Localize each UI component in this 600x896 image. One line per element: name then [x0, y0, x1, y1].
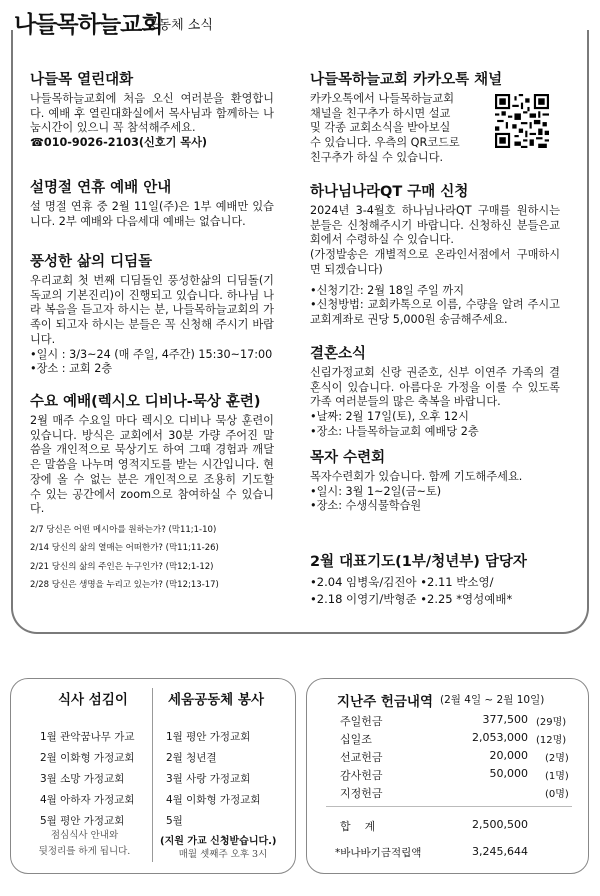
prayer-title: 2월 대표기도(1부/청년부) 담당자 — [310, 554, 527, 570]
steppingstone-date: •일시 : 3/3~24 (매 주일, 4주간) 15:30~17:00 — [30, 347, 273, 361]
total-amount: 2,500,500 — [472, 818, 528, 831]
wedding-text: 신림가정교회 신랑 권준호, 신부 이연주 가족의 결혼식이 있습니다. 아름다운 가정을 이룰 수 있도록 가족 여러분들의 많은 축복을 바랍니다. — [310, 366, 560, 409]
offering-label: 감사헌금 — [340, 769, 383, 782]
wedding-date: •날짜: 2월 17일(토), 오후 12시 — [310, 410, 469, 424]
meal-title: 식사 섬김이 — [58, 692, 128, 708]
prayer-line: •2.18 이영기/박형준 •2.25 *영성예배* — [310, 592, 513, 606]
holiday-text: 설 명절 연휴 중 2월 11일(주)은 1부 예배만 있습니다. 2부 예배와 다음세대 예배는 없습니다. — [30, 200, 274, 228]
prayer-section — [310, 550, 570, 608]
prayer-line: •2.04 임병욱/김진아 •2.11 박소영/ — [310, 575, 494, 589]
service-title: 세움공동체 봉사 — [168, 692, 264, 708]
schedule-item: 2/7 당신은 어떤 메시아를 원하는가? (막11;1-10) — [30, 524, 217, 535]
steppingstone-place: •장소 : 교회 2층 — [30, 362, 113, 376]
divider — [326, 806, 572, 807]
kakao-line: 카카오톡에서 나들목하늘교회 — [310, 92, 455, 105]
offering-amount: 50,000 — [489, 767, 528, 780]
offering-amount: 2,053,000 — [472, 731, 528, 744]
offering-label: 선교헌금 — [340, 751, 383, 764]
schedule-item: 2/28 당신은 생명을 누리고 있는가? (막12;13-17) — [30, 580, 219, 591]
retreat-place: •장소: 수생식물학습원 — [310, 499, 422, 513]
fund-amount: 3,245,644 — [472, 845, 528, 858]
offering-count: (1명) — [545, 771, 569, 782]
divider — [152, 688, 153, 862]
meal-item: 3월 소망 가정교회 — [40, 773, 125, 785]
offering-amount: 20,000 — [489, 749, 528, 762]
qt-method: •신청방법: 교회카톡으로 이름, 수량을 알려 주시고 교회계좌로 권당 5,000원 송금해주세요. — [310, 298, 560, 326]
offering-count: (0명) — [545, 789, 569, 800]
steppingstone-title: 풍성한 삶의 디딤돌 — [30, 254, 153, 270]
kakao-line: 친구추가 하실 수 있습니다. — [310, 150, 444, 164]
section-subtitle: 공동체 소식 — [146, 18, 213, 33]
wedding-place: •장소: 나들목하늘교회 예배당 2층 — [310, 424, 479, 438]
retreat-text: 목자수련회가 있습니다. 함께 기도해주세요. — [310, 470, 523, 483]
service-item: 5월 — [166, 815, 183, 827]
holiday-title: 설명절 연휴 예배 안내 — [30, 180, 172, 196]
total-label: 합 계 — [340, 820, 376, 833]
meal-item: 1월 관악꿈나무 가교 — [40, 731, 135, 743]
open-talk-section — [30, 68, 274, 151]
fund-label: *바나바기금적립액 — [335, 847, 422, 859]
qt-period: •신청기간: 2월 18일 주일 까지 — [310, 283, 465, 297]
holiday-section — [30, 176, 274, 229]
offering-count: (12명) — [536, 735, 567, 746]
wednesday-section — [30, 390, 274, 595]
kakao-line: 수 있습니다. 우측의 QR코드로 — [310, 136, 460, 150]
meal-item: 4월 아하자 가정교회 — [40, 794, 135, 806]
service-item: 3월 사랑 가정교회 — [166, 773, 251, 785]
kakao-section — [310, 68, 503, 166]
retreat-title: 목자 수련회 — [310, 450, 386, 466]
wedding-title: 결혼소식 — [310, 346, 367, 362]
steppingstone-text: 우리교회 첫 번째 디딤돌인 풍성한삶의 디딤돌(기독교의 기본진리)이 진행되고 있습니다. 하나님 나라 복음을 듣고자 하시는 분, 나들목하늘교회의 가족이 되고자 하시는 분들은 꼭 신청해 주시기 바랍니다. — [30, 274, 274, 346]
offering-title: 지난주 헌금내역 — [337, 694, 433, 710]
meal-item: 5월 평안 가정교회 — [40, 815, 125, 827]
steppingstone-section — [30, 250, 274, 377]
open-talk-contact: ☎010-9026-2103(신호기 목사) — [30, 136, 208, 150]
service-note: (지원 가교 신청받습니다.) — [160, 836, 277, 847]
open-talk-title: 나들목 열린대화 — [30, 72, 134, 88]
retreat-date: •일시: 3월 1~2일(금~토) — [310, 484, 442, 498]
qt-note: (가정발송은 개별적으로 온라인서점에서 구매하시면 되겠습니다) — [310, 248, 560, 276]
offering-count: (29명) — [536, 717, 567, 728]
service-item: 2월 청년결 — [166, 752, 217, 764]
open-talk-text: 나들목하늘교회에 처음 오신 여러분을 환영합니다. 예배 후 열린대화실에서 목사님과 함께하는 나눔시간이 있으니 꼭 참석해주세요. — [30, 92, 274, 135]
offering-range: (2월 4일 ~ 2월 10일) — [440, 694, 545, 706]
service-note: 매월 셋째주 오후 3시 — [178, 849, 268, 860]
wednesday-title: 수요 예배(렉시오 디비나-묵상 훈련) — [30, 394, 261, 410]
kakao-line: 채널을 친구추가 하시면 설교 — [310, 106, 451, 120]
meal-note: 점심식사 안내와 뒷정리를 하게 됩니다. — [38, 830, 131, 857]
retreat-section — [310, 446, 560, 514]
service-item: 4월 이화형 가정교회 — [166, 794, 261, 806]
qr-code-icon[interactable] — [495, 94, 549, 148]
offering-label: 지정헌금 — [340, 787, 383, 800]
meal-item: 2월 이화형 가정교회 — [40, 752, 135, 764]
qt-title: 하나님나라QT 구매 신청 — [310, 184, 469, 200]
church-logo: 나들목하늘교회 — [14, 11, 163, 38]
offering-count: (2명) — [545, 753, 569, 764]
wedding-section — [310, 342, 560, 440]
wednesday-text: 2월 매주 수요일 마다 렉시오 디비나 묵상 훈련이 있습니다. 방식은 교회에서 30분 가량 주어진 말씀을 개인적으로 묵상기도 하여 그때 경험과 깨달은 말씀을 나누며 영적지도를 받는 시간입니다. 현장에 올 수 없는 분은 개인적으로 조용히 기도할 수 있는 공간에서 zoom으로 참여하실 수 있습니다. — [30, 414, 274, 516]
schedule-item: 2/21 당신의 삶의 주인은 누구인가? (막12;1-12) — [30, 561, 214, 572]
offering-label: 주일헌금 — [340, 715, 383, 728]
qt-text: 2024년 3-4월호 하나님나라QT 구매를 원하시는 분들은 신청해주시기 바랍니다. 신청하신 분들은교회에서 수령하실 수 있습니다. — [310, 204, 560, 247]
kakao-line: 및 각종 교회소식을 받아보실 — [310, 121, 451, 135]
offering-amount: 377,500 — [482, 713, 528, 726]
schedule-item: 2/14 당신의 삶의 열매는 어떠한가? (막11;11-26) — [30, 543, 219, 554]
service-item: 1월 평안 가정교회 — [166, 731, 251, 743]
kakao-title: 나들목하늘교회 카카오톡 채널 — [310, 72, 503, 88]
offering-label: 십일조 — [340, 733, 372, 746]
qt-section — [310, 180, 560, 328]
